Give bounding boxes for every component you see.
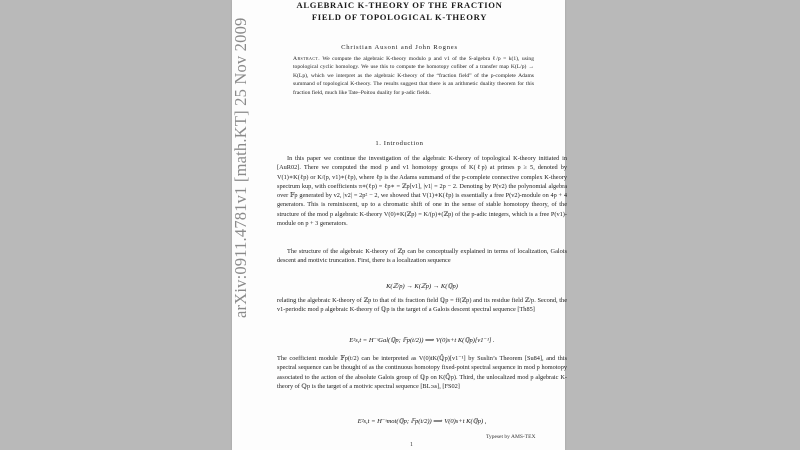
intro-paragraph-1: In this paper we continue the investigation of the algebraic K-theory of topological K-theory initiated in [AuR02]. There we computed the mod p and v1 homotopy groups of K(ℓp) at primes p ≥ 5, denoted by V(1)∗K(ℓp) or K/(p, v1)∗(ℓp), where ℓp is the Adams summand of the p-complete connective complex K-theory spectrum kup, with coefficients π∗(ℓp) = ℓp∗ = ℤp[v1], |v1| = 2p − 2. Denoting by P(v2) the polynomial algebra over 𝔽p generated by v2, |v2| = 2p² − 2, we showed that V(1)∗K(ℓp) is essentially a free P(v2)-module on 4p + 4 generators. This is reminiscent, up to a chromatic shift of one in the sense of stable homotopy theory, of the structure of the mod p algebraic K-theory V(0)∗K(ℤp) = K/(p)∗(ℤp) of the p-adic integers, which is a free P(v1)-module on p + 3 generators.	[277, 155, 567, 228]
equation-localization: K(ℤ/p) → K(ℤp) → K(ℚp)	[386, 283, 458, 290]
arxiv-identifier: arXiv:0911.4781v1 [math.KT] 25 Nov 2009	[231, 17, 250, 318]
section-heading: 1. Introduction	[375, 140, 424, 147]
equation-galois-descent: E²s,t = H⁻ˢGal(ℚp; 𝔽p(t/2)) ⟹ V(0)s+t K(ℚp)[v1⁻¹] .	[349, 337, 495, 344]
abstract-heading: Abstract.	[293, 56, 321, 62]
intro-paragraph-4: The coefficient module 𝔽p(t/2) can be interpreted as V(0)tK(ℚ̄p)[v1⁻¹] by Suslin’s Theorem [Su84], and this spectral sequence can be thought of as the continuous homotopy fixed-point spectral sequence in mod p homotopy associated to the action of the absolute Galois group of ℚp on K(ℚ̄p). Third, the unlocalized mod p algebraic K-theory of ℚp is the target of a motivic spectral sequence [BL:ss], [FS02]	[277, 355, 567, 390]
intro-paragraph-3: relating the algebraic K-theory of ℤp to that of its fraction field ℚp = ff(ℤp) and its residue field ℤ/p. Second, the v1-periodic mod p algebraic K-theory of ℚp is the target of a Galois descent spectral sequence [Th85]	[277, 297, 567, 314]
paper-title-line-1: ALGEBRAIC K-THEORY OF THE FRACTION	[296, 0, 503, 10]
intro-paragraph-2: The structure of the algebraic K-theory of ℤp can be conceptually explained in terms of localization, Galois descent and motivic truncation. First, there is a localization sequence	[277, 248, 567, 265]
paper-title-line-2: FIELD OF TOPOLOGICAL K-THEORY	[311, 12, 488, 22]
page-number: 1	[410, 442, 413, 448]
equation-motivic: E²s,t = H⁻ˢmot(ℚp; 𝔽p(t/2)) ⟹ V(0)s+t K(ℚp) ,	[357, 418, 487, 425]
typeset-note: Typeset by AMS-TEX	[486, 434, 536, 440]
paper-authors: Christian Ausoni and John Rognes	[341, 44, 458, 51]
abstract-text: We compute the algebraic K-theory modulo p and v1 of the S-algebra ℓ/p = k(1), using topological cyclic homology. We use this to compute the homotopy cofiber of a transfer map K(L/p) → K(Lp), which we interpret as the algebraic K-theory of the “fraction field” of the p-complete Adams summand of topological K-theory. The results suggest that there is an arithmetic duality theorem for this fraction field, much like Tate–Poitou duality for p-adic fields.	[293, 56, 534, 96]
abstract	[293, 55, 534, 97]
